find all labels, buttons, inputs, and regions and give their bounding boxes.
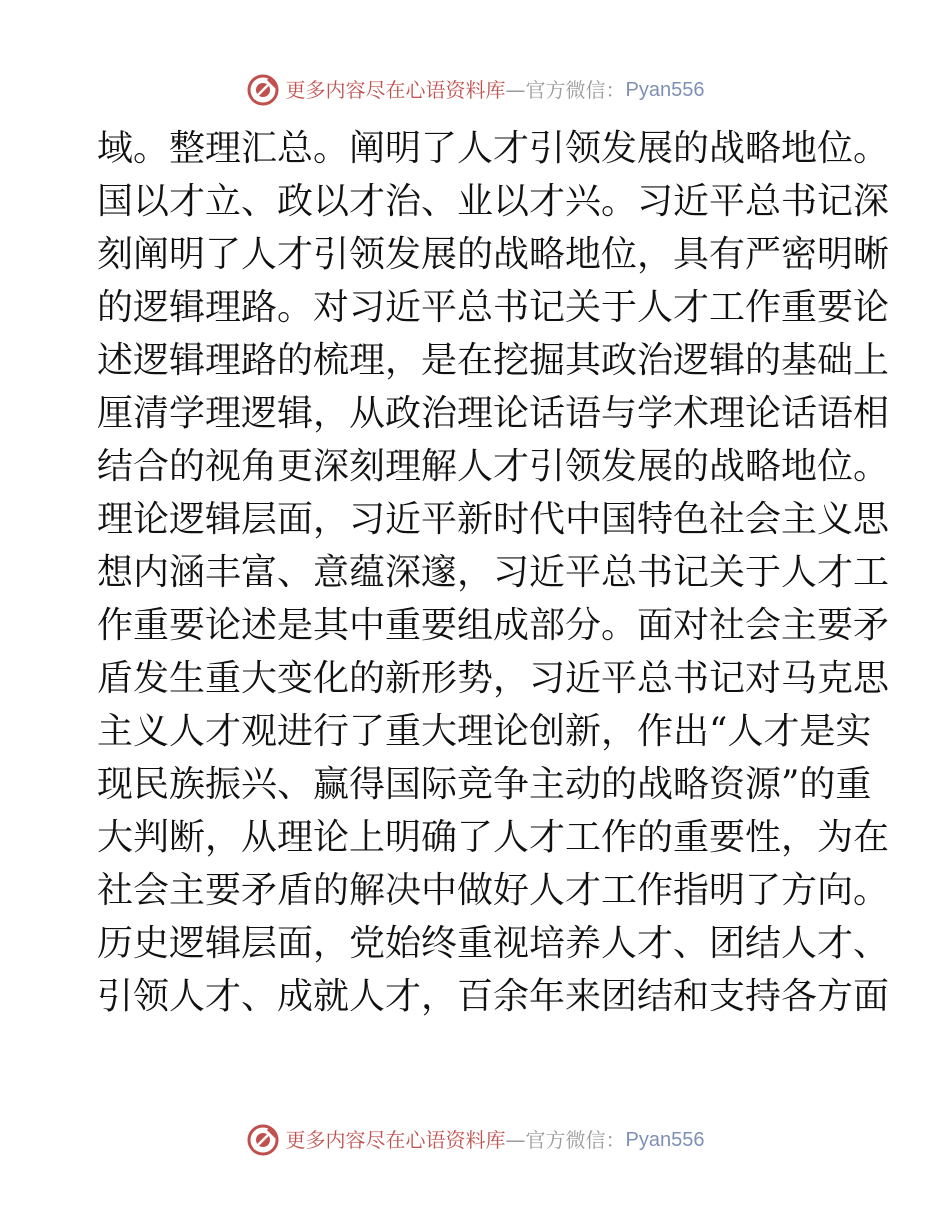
document-body bbox=[97, 122, 890, 1023]
watermark-wechat-id: Pyan556 bbox=[625, 1129, 705, 1151]
text-line: 现民族振兴、赢得国际竞争主动的战略资源”的重 bbox=[97, 764, 872, 805]
text-line: 主义人才观进行了重大理论创新，作出“人才是实 bbox=[97, 711, 872, 752]
text-line: 作重要论述是其中重要组成部分。面对社会主要矛 bbox=[97, 605, 890, 646]
text-line: 引领人才、成就人才，百余年来团结和支持各方面 bbox=[97, 976, 890, 1017]
seal-logo-icon bbox=[246, 1123, 280, 1157]
watermark-gray-text: —官方微信： bbox=[505, 1128, 626, 1152]
text-line: 的逻辑理路。对习近平总书记关于人才工作重要论 bbox=[97, 287, 890, 328]
text-line: 理论逻辑层面，习近平新时代中国特色社会主义思 bbox=[97, 499, 890, 540]
text-line: 刻阐明了人才引领发展的战略地位，具有严密明晰 bbox=[97, 234, 890, 275]
watermark-red-text: 更多内容尽在心语资料库 bbox=[285, 1128, 506, 1152]
footer-watermark bbox=[0, 1120, 950, 1160]
watermark-gray-text: —官方微信： bbox=[505, 78, 626, 102]
watermark-red-text: 更多内容尽在心语资料库 bbox=[285, 78, 506, 102]
text-line: 社会主要矛盾的解决中做好人才工作指明了方向。 bbox=[97, 870, 890, 911]
text-line: 国以才立、政以才治、业以才兴。习近平总书记深 bbox=[97, 181, 890, 222]
text-line: 域。整理汇总。阐明了人才引领发展的战略地位。 bbox=[97, 128, 890, 169]
text-line: 结合的视角更深刻理解人才引领发展的战略地位。 bbox=[97, 446, 890, 487]
seal-logo-icon bbox=[246, 73, 280, 107]
text-line: 盾发生重大变化的新形势，习近平总书记对马克思 bbox=[97, 658, 890, 699]
text-line: 想内涵丰富、意蕴深邃，习近平总书记关于人才工 bbox=[97, 552, 890, 593]
text-line: 厘清学理逻辑，从政治理论话语与学术理论话语相 bbox=[97, 393, 890, 434]
text-line: 历史逻辑层面，党始终重视培养人才、团结人才、 bbox=[97, 923, 890, 964]
header-watermark bbox=[0, 70, 950, 110]
watermark-wechat-id: Pyan556 bbox=[625, 79, 705, 101]
text-line: 述逻辑理路的梳理，是在挖掘其政治逻辑的基础上 bbox=[97, 340, 890, 381]
text-line: 大判断，从理论上明确了人才工作的重要性，为在 bbox=[97, 817, 890, 858]
